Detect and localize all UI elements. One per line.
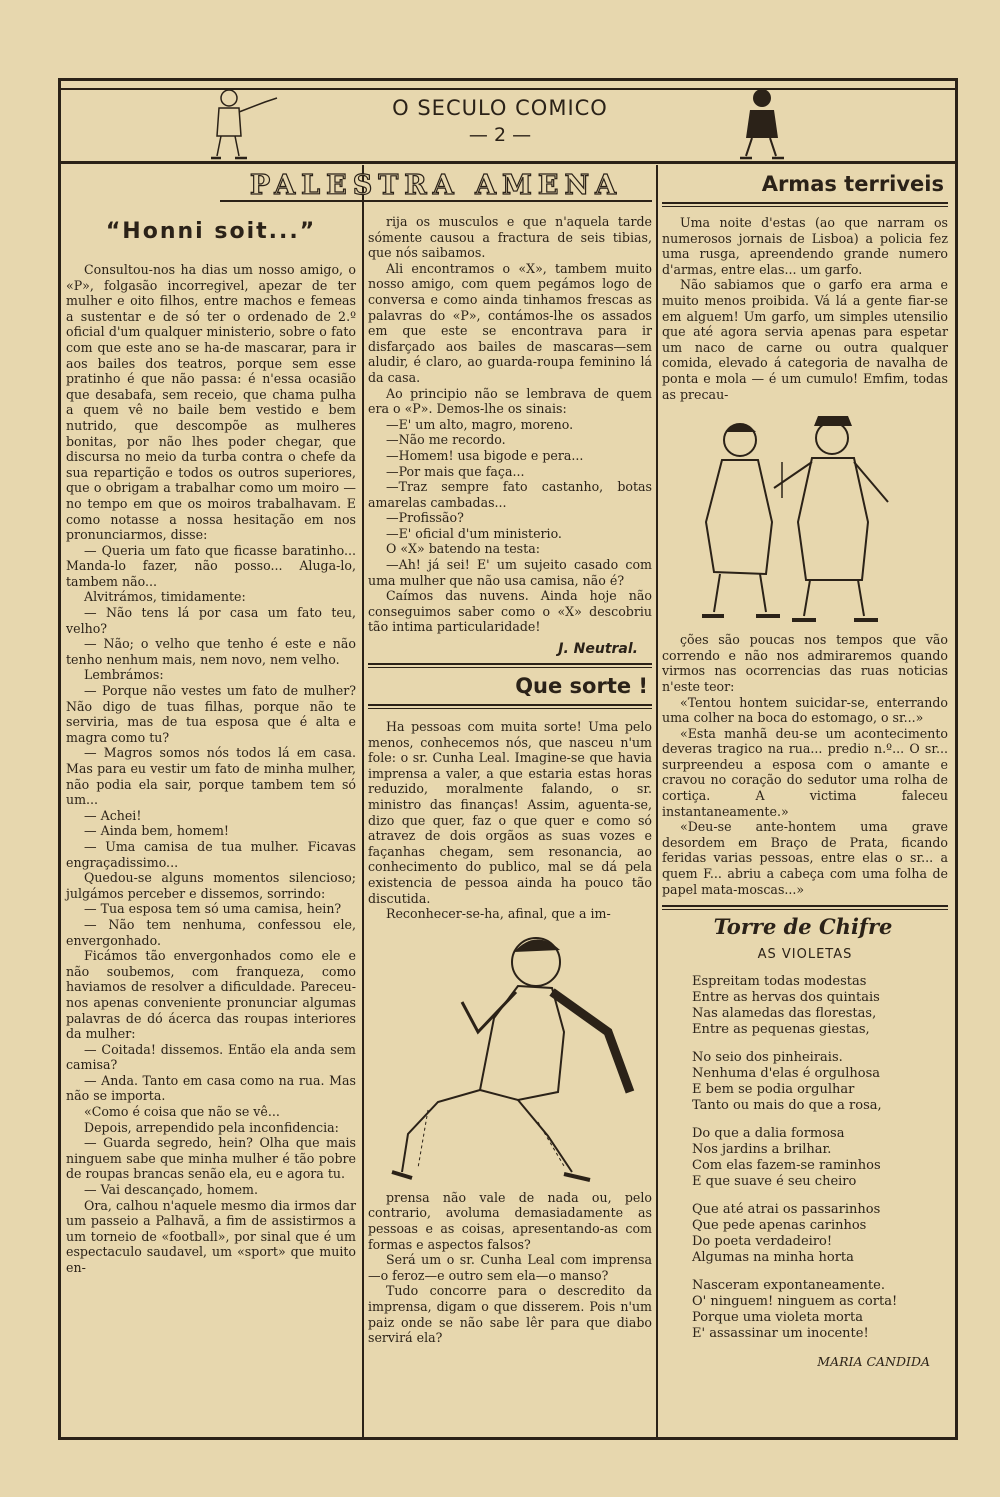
poem-stanza — [692, 1278, 948, 1342]
paragraph: — Queria um fato que ficasse baratinho... Manda-lo fazer, não posso... Aluga-lo, tambem não... — [66, 542, 356, 589]
paragraph: Será um o sr. Cunha Leal com imprensa—o feroz—e outro sem ela—o manso? — [368, 1252, 652, 1283]
poem-line: Espreitam todas modestas — [692, 974, 867, 990]
paragraph: — Porque não vestes um fato de mulher? Não digo de tuas filhas, porque não te serviria, mas de tua esposa que é alta e magra como tu? — [66, 683, 356, 745]
poem-line: Nas alamedas das florestas, — [692, 1006, 877, 1022]
poem-line: O' ninguem! ninguem as corta! — [692, 1294, 898, 1310]
armas-body-continued — [662, 632, 948, 897]
paragraph: Tudo concorre para o descredito da imprensa, digam o que disserem. Pois n'um paiz onde se não sabe lêr para que diabo servirá ela? — [368, 1283, 652, 1346]
paragraph: «Esta manhã deu-se um acontecimento deveras tragico na rua... predio n.º... O sr... surpreendeu a esposa com o amante e cravou no coração do sedutor uma rolha de cortiça. A victima faleceu instantaneamente.» — [662, 725, 948, 819]
poem-line: Entre as pequenas giestas, — [692, 1022, 870, 1038]
policeman-and-man-illustration-icon — [662, 402, 948, 632]
paragraph: Ficámos tão envergonhados como ele e não soubemos, com franqueza, como haviamos de resolver a dificuldade. Pareceu-nos apenas conveniente pronunciar algumas palavras de dó ácerca das roupas interiores da mulher: — [66, 948, 356, 1042]
paragraph: prensa não vale de nada ou, pelo contrario, avoluma demasiadamente as pessoas e as coisas, apresentando-as com formas e aspectos falsos? — [368, 1189, 652, 1252]
paragraph: Ali encontramos o «X», tambem muito nosso amigo, com quem pegámos logo de conversa e como ainda tinhamos frescas as palavras do «P», contámos-lhe os assados em que este se encontrava para ir disfarçado aos bailes de mascaras—sem aludir, é claro, ao guarda-roupa feminino lá da casa. — [368, 260, 652, 385]
poem-author: MARIA CANDIDA — [817, 1354, 930, 1370]
paragraph: —Por mais que faça... — [386, 463, 525, 479]
paragraph: Ora, calhou n'aquele mesmo dia irmos dar um passeio a Palhavã, a fim de assistirmos a um torneio de «football», por sinal que é um espectaculo saudavel, um «sport» que muito en- — [66, 1197, 356, 1275]
paragraph: «Deu-se ante-hontem uma grave desordem em Braço de Prata, ficando feridas varias pessoas, entre elas o sr... a quem F... abriu a cabeça com uma folha de papel mata-moscas...» — [662, 819, 948, 897]
column-1 — [66, 205, 356, 1276]
paragraph: — Não; o velho que tenho é este e não tenho nenhum mais, nem novo, nem velho. — [66, 636, 356, 667]
palestra-subtitle: “Honni soit...” — [105, 219, 317, 244]
paragraph: —Profissão? — [386, 510, 464, 526]
paragraph: Uma noite d'estas (ao que narram os numerosos jornais de Lisboa) a policia fez uma rusga, apreendendo grande numero d'armas, entre elas... um garfo. — [662, 215, 948, 277]
poem-line: Do poeta verdadeiro! — [692, 1234, 833, 1250]
paragraph: — Uma camisa de tua mulher. Ficavas engraçadissimo... — [66, 838, 356, 870]
paper-title: O SECULO COMICO — [392, 96, 608, 120]
armas-body — [662, 215, 948, 402]
section-divider — [662, 202, 948, 207]
paragraph: Ao principio não se lembrava de quem era o «P». Demos-lhe os sinais: — [368, 385, 652, 417]
poem-stanza — [692, 974, 948, 1038]
column-rule-2 — [656, 165, 658, 1440]
paragraph: — Tua esposa tem só uma camisa, hein? — [84, 901, 342, 917]
poem-stanza — [692, 1050, 948, 1114]
paragraph: —Traz sempre fato castanho, botas amarelas cambadas... — [368, 479, 652, 510]
paragraph: ções são poucas nos tempos que vão correndo e não nos admiraremos quando virmos nas ocorrencias das ruas noticias n'este teor: — [662, 632, 948, 694]
poem-line: E que suave é seu cheiro — [692, 1174, 857, 1190]
masthead — [58, 80, 958, 164]
poem-line: Nos jardins a brilhar. — [692, 1142, 832, 1158]
paragraph: Ha pessoas com muita sorte! Uma pelo menos, conhecemos nós, que nasceu n'um fole: o sr. Cunha Leal. Imagine-se que havia imprensa a valer, a que estaria estas horas reduzido, moralmente falando, o sr. ministro das finanças! Assim, aguenta-se, dizo que quer, faz o que quer e como só atravez de dois orgãos as suas vozes e façanhas chegam, sem resonancia, ao conhecimento do publico, mal se dá pela existencia de pessoa ainda ha pouco tão discutida. — [368, 719, 652, 906]
paragraph: «Tentou hontem suicidar-se, enterrando uma colher na boca do estomago, o sr...» — [662, 694, 948, 726]
paragraph: —Ah! já sei! E' um sujeito casado com uma mulher que não usa camisa, não é? — [368, 557, 652, 588]
column-rule-1 — [362, 165, 364, 1440]
poem-line: Porque uma violeta morta — [692, 1310, 863, 1326]
que-sorte-title: Que sorte ! — [515, 674, 648, 699]
page-number: — 2 — — [468, 124, 532, 146]
dancing-man-illustration-icon — [368, 922, 652, 1190]
paragraph: — Ainda bem, homem! — [84, 823, 229, 839]
poem-line: Nasceram expontaneamente. — [692, 1278, 885, 1294]
que-sorte-body-continued — [368, 1190, 652, 1346]
paragraph: Depois, arrependido pela inconfidencia: — [84, 1119, 339, 1135]
poem-line: Que pede apenas carinhos — [692, 1218, 867, 1234]
palestra-col1-body — [66, 262, 356, 1276]
poem-line: No seio dos pinheirais. — [692, 1050, 843, 1066]
poem-line: Nenhuma d'elas é orgulhosa — [692, 1066, 881, 1082]
paragraph: O «X» batendo na testa: — [386, 541, 540, 557]
paragraph: —Homem! usa bigode e pera... — [386, 447, 584, 463]
paragraph: —E' um alto, magro, moreno. — [386, 416, 574, 432]
paragraph: Caímos das nuvens. Ainda hoje não conseguimos saber como o «X» descobriu tão intima particularidade! — [368, 588, 652, 635]
paragraph: — Magros somos nós todos lá em casa. Mas para eu vestir um fato de minha mulher, não podia ela sair, porque tambem tem só um... — [66, 745, 356, 808]
column-2 — [368, 214, 652, 1346]
paragraph: — Coitada! dissemos. Então ela anda sem camisa? — [66, 1041, 356, 1073]
poem-line: Algumas na minha horta — [692, 1250, 854, 1266]
poem-title: AS VIOLETAS — [757, 947, 853, 963]
poem-body — [662, 974, 948, 1342]
paragraph: rija os musculos e que n'aquela tarde sómente causou a fractura de seis tibias, que nós saibamos. — [368, 214, 652, 261]
paragraph: Lembrámos: — [84, 667, 164, 683]
section-divider — [368, 704, 652, 709]
torre-title: Torre de Chifre — [713, 914, 893, 940]
poem-line: E' assassinar um inocente! — [692, 1326, 869, 1342]
poem-line: Tanto ou mais do que a rosa, — [692, 1098, 882, 1114]
poem-stanza — [692, 1202, 948, 1266]
masthead-right-figure-icon — [728, 84, 798, 162]
que-sorte-body — [368, 719, 652, 922]
poem-line: Entre as hervas dos quintais — [692, 990, 880, 1006]
paragraph: Reconhecer-se-ha, afinal, que a im- — [386, 906, 611, 922]
paragraph: —E' oficial d'um ministerio. — [386, 525, 562, 541]
palestra-title-rule — [220, 200, 652, 202]
paragraph: «Como é coisa que não se vê... — [84, 1104, 280, 1120]
poem-line: E bem se podia orgulhar — [692, 1082, 855, 1098]
palestra-signature: J. Neutral. — [558, 641, 638, 658]
poem-line: Do que a dalia formosa — [692, 1126, 845, 1142]
poem-line: Com elas fazem-se raminhos — [692, 1158, 881, 1174]
section-divider — [368, 663, 652, 668]
paragraph: —Não me recordo. — [386, 432, 506, 448]
palestra-title: PALESTRA AMENA — [249, 170, 623, 201]
palestra-col2-body — [368, 214, 652, 635]
paragraph: — Não tens lá por casa um fato teu, velho? — [66, 605, 356, 636]
paragraph: — Guarda segredo, hein? Olha que mais ninguem sabe que minha mulher é tão pobre de roupas brancas senão ela, eu e agora tu. — [66, 1135, 356, 1182]
paragraph: Consultou-nos ha dias um nosso amigo, o «P», folgasão incorregivel, apezar de ter mulher e oito filhos, entre machos e femeas a sustentar e de só ter o ordenado de 2.º oficial d'um qualquer ministerio, sobre o fato com que este ano se ha-de mascarar, para ir aos bailes dos teatros, porque sem esse pratinho é que não passa: é n'essa ocasião que desabafa, sem receio, que chama pulha a quem vê no baile bem vestido e bem nutrido, que descompõe as mulheres bonitas, por não lhes poder chegar, que discursa no meio da turba contra o chefe da sua repartição e todos os outros superiores, que o obrigam a trabalhar como um moiro — no tempo em que os moiros trabalhavam. E como notasse a nossa hesitação em nos pronunciarmos, disse: — [66, 262, 356, 543]
paragraph: — Anda. Tanto em casa como na rua. Mas não se importa. — [66, 1072, 356, 1104]
armas-title: Armas terriveis — [761, 172, 944, 196]
poem-stanza — [692, 1126, 948, 1190]
paragraph: — Vai descançado, homem. — [84, 1182, 258, 1198]
section-divider — [662, 905, 948, 910]
paragraph: — Achei! — [84, 807, 142, 823]
poem-line: Que até atrai os passarinhos — [692, 1202, 881, 1218]
paragraph: Quedou-se alguns momentos silencioso; julgámos perceber e dissemos, sorrindo: — [66, 870, 356, 901]
paragraph: — Não tem nenhuma, confessou ele, envergonhado. — [66, 916, 356, 948]
paragraph: Não sabiamos que o garfo era arma e muito menos proibida. Vá lá a gente fiar-se em alguem! Um garfo, um simples utensilio que até agora servia apenas para espetar um naco de carne ou outra qualquer comida, elevado á categoria de navalha de ponta e mola — é um cumulo! Emfim, todas as precau- — [662, 277, 948, 402]
column-3 — [662, 168, 948, 1369]
masthead-left-figure-icon — [205, 84, 285, 162]
paragraph: Alvitrámos, timidamente: — [84, 589, 246, 605]
